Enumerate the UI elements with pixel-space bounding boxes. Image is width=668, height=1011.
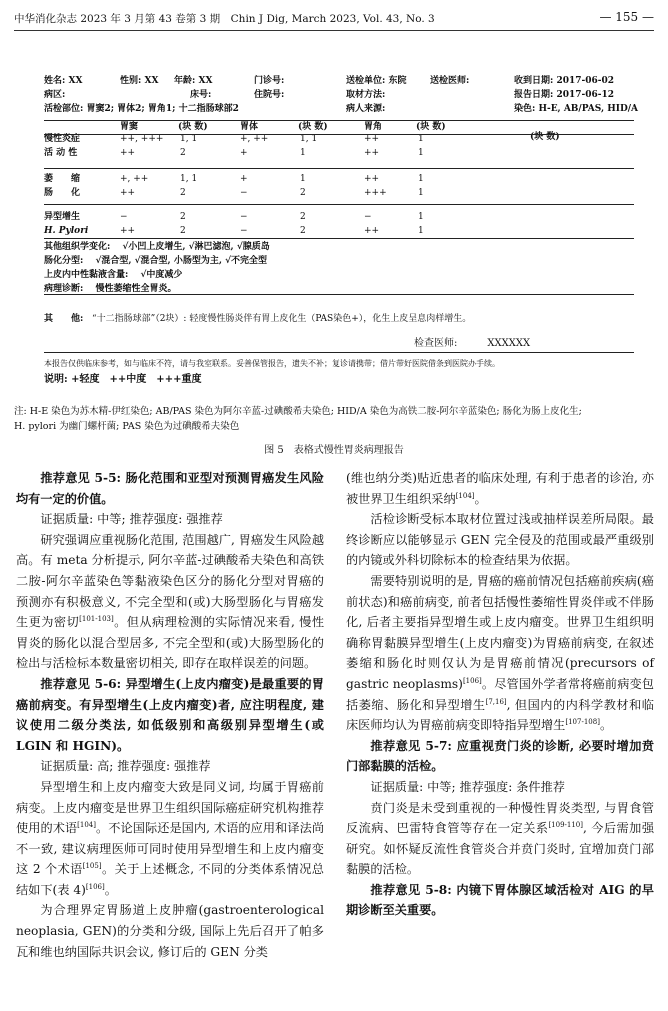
clinic-number: 门诊号: (254, 76, 285, 86)
divider (44, 294, 634, 295)
divider (44, 134, 634, 135)
text: 需要特别说明的是, 胃癌的癌前情况包括癌前疾病(癌前状态)和癌前病变, 前者包括慢性萎缩性胃炎伴或不伴肠化, 后者主要指异型增生或上皮内瘤变。世界卫生组织明确称胃黏膜异型增生(上皮内瘤变)为胃癌前病变, 在叙述萎缩和肠化时则仅认为是胃癌前情况(precursors of gastric neoplasms) (346, 573, 654, 691)
citation: [7,16] (485, 697, 507, 706)
cell: − (120, 212, 128, 222)
sending-unit: 送检单位: 东院 (346, 76, 407, 86)
cell: 2 (180, 148, 186, 158)
body-paragraph: 为合理界定胃肠道上皮肿瘤(gastroenterological neoplasia, GEN)的分类和分级, 国际上先后召开了帕多瓦和维也纳国际共识会议, 修订后的 GEN 分类 (16, 903, 324, 959)
text: 。不论国际还是国内, 术语的应用和译法尚不一致, 建议病理医师可同时使用异型增生和上皮内瘤变这 2 个术语 (16, 821, 325, 877)
sampling-method: 取材方法: (346, 90, 386, 100)
citation: [104] (77, 821, 96, 830)
recommendation-heading: 推荐意见 5-5: 肠化范围和亚型对预测胃癌发生风险均有一定的价值。 (16, 471, 324, 506)
cell: ++ (364, 174, 380, 184)
col-count-1: (块 数) (178, 122, 208, 132)
text: 贲门炎是未受到重视的一种慢性胃炎类型, 与胃食管反流病、巴雷特食管等存在一定关系 (346, 800, 654, 836)
evidence-line: 证据质量: 中等; 推荐强度: 强推荐 (40, 512, 223, 527)
body-paragraph (346, 571, 654, 736)
cell: − (240, 188, 248, 198)
cell: ++ (120, 148, 136, 158)
cell: + (240, 174, 248, 184)
cell: 1 (418, 212, 424, 222)
col-count-3: (块 数) (416, 122, 446, 132)
cell: ++ (120, 226, 136, 236)
checker: 检查医师: XXXXXX (414, 338, 531, 349)
cell: +, ++ (240, 134, 269, 144)
note-line: H. pylori 为幽门螺杆菌; PAS 染色为过碘酸希夫染色 (14, 421, 240, 432)
cell: 1 (418, 226, 424, 236)
cell: 1 (300, 174, 306, 184)
col-count-2: (块 数) (298, 122, 328, 132)
cell: +++ (364, 188, 387, 198)
text: 。关于上述概念, 不同的分类体系情况总结如下(表 4) (16, 862, 324, 897)
text: 。 (474, 491, 487, 506)
cell: 1, 1 (300, 134, 318, 144)
cell: ++, +++ (120, 134, 164, 144)
cell: +, ++ (120, 174, 149, 184)
cell: 2 (180, 212, 186, 222)
journal-line: 中华消化杂志 2023 年 3 月第 43 卷第 3 期 Chin J Dig, March 2023, Vol. 43, No. 3 (14, 13, 435, 25)
report-disclaimer: 本报告仅供临床参考，如与临床不符，请与我室联系。妥善保管报告，遗失不补；复诊请携带；借片带好医院借条到医院办手续。 (44, 359, 500, 368)
other-label: 其 他: (44, 314, 84, 324)
cell: − (364, 212, 372, 222)
body-paragraph (346, 798, 654, 880)
row-label: 异型增生 (44, 212, 81, 222)
text: 研究强调应重视肠化范围, 范围越广, 胃癌发生风险越高。有 meta 分析提示, 阿尔辛蓝-过碘酸希夫染色和高铁二胺-阿尔辛蓝染色等黏液染色区分的肠化分型对胃癌的预测亦有积极意义, 不完全型和(或)大肠型肠化与胃癌发生更为密切 (16, 532, 325, 630)
cell: ++ (364, 226, 380, 236)
body-paragraph (16, 530, 324, 674)
col-antrum: 胃窦 (120, 122, 139, 132)
text: 。 (599, 718, 613, 733)
evidence-line: 证据质量: 高; 推荐强度: 强推荐 (40, 759, 211, 774)
other-changes: 其他组织学变化: √小凹上皮增生, √淋巴滤泡, √腺质岛 (44, 242, 270, 252)
other-text: “十二指肠球部”（2块）: 轻度慢性肠炎伴有胃上皮化生（PAS染色+），化生上皮呈息肉样增生。 (92, 314, 472, 324)
patient-name: 姓名: XX (44, 76, 83, 86)
biopsy-site: 活检部位: 胃窦2; 胃体2; 胃角1; 十二指肠球部2 (44, 104, 239, 114)
cell: ++ (364, 148, 380, 158)
text: 异型增生和上皮内瘤变大致是同义词, 均属于胃癌前病变。上皮内瘤变是世界卫生组织国际癌症研究机构推荐使用的术语 (16, 779, 324, 836)
page-number: — 155 — (599, 10, 654, 24)
mucin-content: 上皮内中性黏液含量: √中度减少 (44, 270, 183, 280)
text: , 但国内的内科学教材和临床医师均认为胃癌前病变即特指异型增生 (346, 697, 654, 733)
cell: − (240, 212, 248, 222)
divider (44, 204, 634, 205)
citation: [105] (82, 862, 102, 871)
divider (44, 238, 634, 239)
cell: 1 (418, 134, 424, 144)
citation: [106] (85, 882, 105, 891)
cell: 1, 1 (180, 174, 198, 184)
cell: + (240, 148, 248, 158)
admission-number: 住院号: (254, 90, 285, 100)
cell: 1 (418, 148, 424, 158)
citation: [107-108] (565, 718, 600, 727)
text: , 今后需加强研究。如怀疑反流性食管炎合并贲门炎时, 宜增加贲门部黏膜的活检。 (346, 821, 655, 877)
divider (44, 120, 634, 121)
col-count-4: (块 数) (530, 132, 560, 142)
cell: 2 (180, 226, 186, 236)
cell: 2 (300, 212, 306, 222)
cell: 2 (300, 188, 306, 198)
citation: [106] (462, 676, 482, 685)
ward: 病区: (44, 90, 66, 100)
text: (维也纳分类)贴近患者的临床处理, 有利于患者的诊治, 亦被世界卫生组织采纳 (346, 471, 654, 506)
pathology-diagnosis: 病理诊断: 慢性萎缩性全胃炎。 (44, 284, 177, 294)
citation: [101-103] (79, 615, 114, 624)
running-header (14, 8, 654, 31)
patient-source: 病人来源: (346, 104, 386, 114)
received-date: 收到日期: 2017-06-02 (514, 76, 615, 86)
right-column (346, 468, 654, 921)
bed-number: 床号: (190, 90, 212, 100)
cell: ++ (120, 188, 136, 198)
evidence-line: 证据质量: 中等; 推荐强度: 条件推荐 (370, 779, 565, 794)
recommendation-heading: 推荐意见 5-6: 异型增生(上皮内瘤变)是最重要的胃癌前病变。有异型增生(上皮内瘤变)者, 应注明程度, 建议使用二级分类法, 如低级别和高级别异型增生(或 LGIN 和 HGIN)。 (16, 676, 324, 753)
row-label: 慢性炎症 (44, 134, 81, 144)
col-angle: 胃角 (364, 122, 383, 132)
text: 。 (104, 882, 117, 897)
stain-method: 染色: H-E, AB/PAS, HID/A (514, 104, 639, 114)
patient-age: 年龄: XX (174, 76, 213, 86)
intestinal-type: 肠化分型: √混合型, √混合型, 小肠型为主, √不完全型 (44, 256, 268, 266)
cell: 2 (180, 188, 186, 198)
cell: ++ (364, 134, 380, 144)
figure-notes (14, 404, 654, 434)
row-label: H. Pylori (44, 226, 89, 236)
cell: − (240, 226, 248, 236)
body-paragraph (346, 468, 654, 509)
figure-caption: 图 5 表格式慢性胃炎病理报告 (264, 445, 404, 456)
note-line: 注: H-E 染色为苏木精-伊红染色; AB/PAS 染色为阿尔辛蓝-过碘酸希夫染色; HID/A 染色为高铁二胺-阿尔辛蓝染色; 肠化为肠上皮化生; (14, 406, 582, 417)
patient-sex: 性别: XX (120, 76, 159, 86)
body-paragraph (16, 777, 324, 901)
row-label: 肠 化 (44, 188, 81, 198)
report-date: 报告日期: 2017-06-12 (514, 90, 615, 100)
left-column (16, 468, 324, 962)
divider (44, 168, 634, 169)
citation: [109-110] (548, 821, 583, 830)
text: 。但从病理检测的实际情况来看, 慢性胃炎的肠化以混合型居多, 不完全型和(或)大肠型肠化的检出与活检标本数量密切相关, 即存在取样误差的问题。 (16, 615, 325, 671)
divider (44, 352, 634, 353)
text: 。尽管国外学者常将癌前病变包括萎缩、肠化和异型增生 (346, 676, 654, 712)
cell: 1 (300, 148, 306, 158)
cell: 1, 1 (180, 134, 198, 144)
row-label: 活 动 性 (44, 148, 78, 158)
pathology-report-figure (44, 70, 639, 390)
recommendation-heading: 推荐意见 5-8: 内镜下胃体腺区域活检对 AIG 的早期诊断至关重要。 (346, 882, 654, 918)
recommendation-heading: 推荐意见 5-7: 应重视贲门炎的诊断, 必要时增加贲门部黏膜的活检。 (346, 738, 654, 774)
sending-doctor: 送检医师: (430, 76, 470, 86)
legend: 说明: +轻度 ++中度 +++重度 (44, 374, 202, 385)
body-paragraph: 活检诊断受标本取材位置过浅或抽样误差所局限。最终诊断应以能够显示 GEN 完全侵及的范围或最严重级别的内镜或外科切除标本的检查结果为依据。 (346, 512, 654, 568)
citation: [104] (455, 491, 475, 500)
col-body: 胃体 (240, 122, 259, 132)
cell: 1 (418, 174, 424, 184)
row-label: 萎 缩 (44, 174, 81, 184)
cell: 1 (418, 188, 424, 198)
cell: 2 (300, 226, 306, 236)
